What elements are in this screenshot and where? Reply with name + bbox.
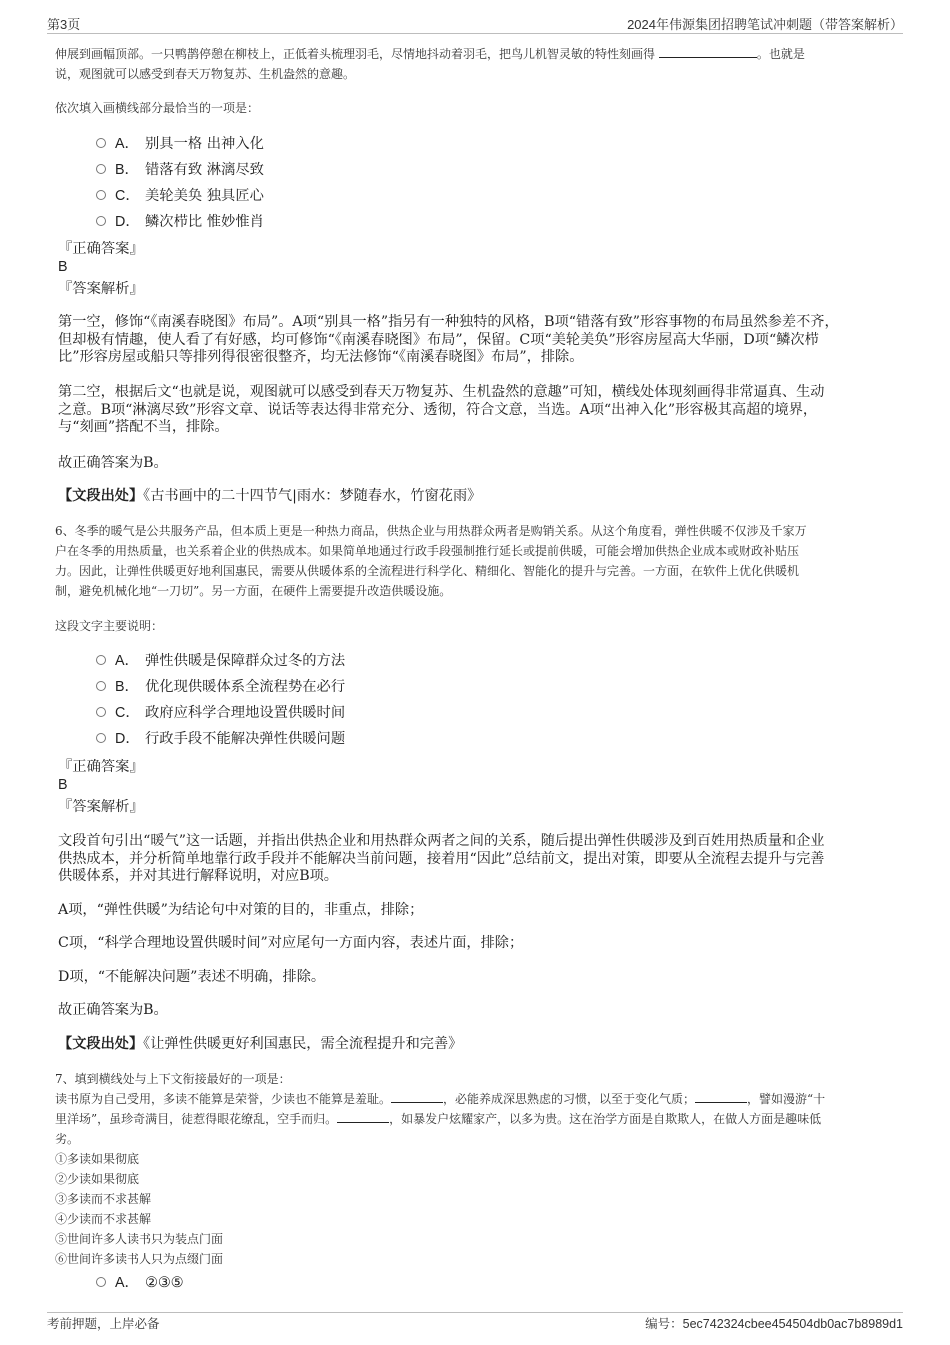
q5-option-c[interactable]: C． 美轮美奂 独具匠心 <box>96 186 264 206</box>
q7-item: ⑤世间许多人读书只为装点门面 <box>55 1232 224 1246</box>
q5-option-a[interactable]: A． 别具一格 出神入化 <box>96 134 264 154</box>
page-header <box>47 14 903 32</box>
q6-analysis-d: D项，“不能解决问题”表述不明确，排除。 <box>58 969 326 985</box>
footer-slogan: 考前押题，上岸必备 <box>47 1316 160 1331</box>
radio-icon[interactable] <box>96 190 106 200</box>
q5-passage: 伸展到画幅顶部。一只鸭鹊停憩在柳枝上，正低着头梳理羽毛，尽情地抖动着羽毛，把鸟儿机智灵敏的特性刻画得 。也就是 说，观图就可以感受到春天万物复苏、生机盎然的意趣。 <box>55 47 805 81</box>
q7-option-a[interactable]: A． ②③⑤ <box>96 1273 183 1293</box>
q7-block <box>55 1069 905 1269</box>
q5-answer: B <box>58 259 68 275</box>
q6-prompt: 这段文字主要说明： <box>55 619 164 633</box>
q7-item: ①多读如果彻底 <box>55 1152 140 1166</box>
q7-title: 7、填到横线处与上下文衔接最好的一项是： <box>55 1072 291 1086</box>
document-code: 编号：5ec742324cbee454504db0ac7b8989d1 <box>645 1316 903 1331</box>
q6-answer: B <box>58 777 68 793</box>
q6-option-a[interactable]: A． 弹性供暖是保障群众过冬的方法 <box>96 651 345 671</box>
radio-icon[interactable] <box>96 1277 106 1287</box>
header-divider <box>47 33 903 34</box>
q6-source: 【文段出处】《让弹性供暖更好利国惠民，需全流程提升和完善》 <box>58 1036 463 1052</box>
radio-icon[interactable] <box>96 138 106 148</box>
q6-option-b[interactable]: B． 优化现供暖体系全流程势在必行 <box>96 677 345 697</box>
q6-analysis-paragraph-1: 文段首句引出“暖气”这一话题，并指出供热企业和用热群众两者之间的关系，随后提出弹性供暖涉及到百姓用热质量和企业 供热成本，并分析简单地靠行政手段并不能解决当前问题，接着用“因此”总结前文，提出对策，即要从全流程去提升与完善 供暖体系，并对其进行解释说明，对应B项。 <box>58 833 825 884</box>
q6-analysis-label: 『答案解析』 <box>58 799 144 815</box>
radio-icon[interactable] <box>96 733 106 743</box>
q6-option-d[interactable]: D． 行政手段不能解决弹性供暖问题 <box>96 729 345 749</box>
q6-answer-label: 『正确答案』 <box>58 759 144 775</box>
q5-analysis-label: 『答案解析』 <box>58 281 144 297</box>
q6-analysis-c: C项，“科学合理地设置供暖时间”对应尾句一方面内容，表述片面，排除； <box>58 935 524 951</box>
q7-item: ③多读而不求甚解 <box>55 1192 152 1206</box>
q5-blank <box>659 45 757 58</box>
radio-icon[interactable] <box>96 681 106 691</box>
q5-source: 【文段出处】《古书画中的二十四节气|雨水：梦随春水，竹窗花雨》 <box>58 488 482 504</box>
q5-option-d[interactable]: D． 鳞次栉比 惟妙惟肖 <box>96 212 264 232</box>
radio-icon[interactable] <box>96 655 106 665</box>
q7-passage-line-2: 里洋场”，虽珍奇满目，徒惹得眼花缭乱，空手而归。 ，如暴发户炫耀家产，以多为贵。这在治学方面是自欺欺人，在做人方面是趣味低 <box>55 1112 822 1126</box>
q5-answer-label: 『正确答案』 <box>58 241 144 257</box>
q7-item: ⑥世间许多读书人只为点缀门面 <box>55 1252 224 1266</box>
q5-conclusion: 故正确答案为B。 <box>58 455 168 471</box>
page-footer <box>47 1314 903 1332</box>
footer-divider <box>47 1312 903 1313</box>
q6-option-c[interactable]: C． 政府应科学合理地设置供暖时间 <box>96 703 345 723</box>
page-number: 第3页 <box>47 17 81 32</box>
q7-passage-line-1: 读书原为自己受用，多读不能算是荣誉，少读也不能算是羞耻。 ，必能养成深思熟虑的习惯，以至于变化气质； ，譬如漫游“十 <box>55 1092 826 1106</box>
radio-icon[interactable] <box>96 164 106 174</box>
q7-passage-line-3: 劣。 <box>55 1132 80 1146</box>
radio-icon[interactable] <box>96 707 106 717</box>
q7-item: ④少读而不求甚解 <box>55 1212 152 1226</box>
radio-icon[interactable] <box>96 216 106 226</box>
q5-option-b[interactable]: B． 错落有致 淋漓尽致 <box>96 160 264 180</box>
q5-prompt: 依次填入画横线部分最恰当的一项是： <box>55 101 260 115</box>
q6-conclusion: 故正确答案为B。 <box>58 1002 168 1018</box>
q5-analysis-paragraph-2: 第二空，根据后文“也就是说，观图就可以感受到春天万物复苏、生机盎然的意趣”可知，横线处体现刻画得非常逼真、生动 之意。B项“淋漓尽致”形容文章、说话等表达得非常充分、透彻，符合文意，当选。A项“出神入化”形容极其高超的境界， 与“刻画”搭配不当，排除。 <box>58 384 825 435</box>
q6-passage: 6、冬季的暖气是公共服务产品，但本质上更是一种热力商品，供热企业与用热群众两者是购销关系。从这个角度看，弹性供暖不仅涉及千家万 户在冬季的用热质量，也关系着企业的供热成本。如果简单地通过行政手段强制推行延长或提前供暖，可能会增加供热企业成本或财政补贴压 力。因此，让弹性供暖更好地利国惠民，需要从供暖体系的全流程进行科学化、精细化、智能化的提升与完善。一方面，在软件上优化供暖机 制，避免机械化地“一刀切”。另一方面，在硬件上需要提升改造供暖设施。 <box>55 524 807 598</box>
q6-analysis-a: A项，“弹性供暖”为结论句中对策的目的，非重点，排除； <box>58 902 424 918</box>
q5-analysis-paragraph-1: 第一空，修饰“《南溪春晓图》布局”。A项“别具一格”指另有一种独特的风格，B项“错落有致”形容事物的布局虽然参差不齐， 但却极有情趣，使人看了有好感，均可修饰“《南溪春晓图》布局”，保留。C项“美轮美奂”形容房屋高大华丽，D项“鳞次栉 比”形容房屋或船只等排列得很密很整齐，均无法修饰“《南溪春晓图》布局”，排除。 <box>58 314 839 365</box>
document-title: 2024年伟源集团招聘笔试冲刺题（带答案解析） <box>627 17 903 32</box>
q7-item: ②少读如果彻底 <box>55 1172 140 1186</box>
